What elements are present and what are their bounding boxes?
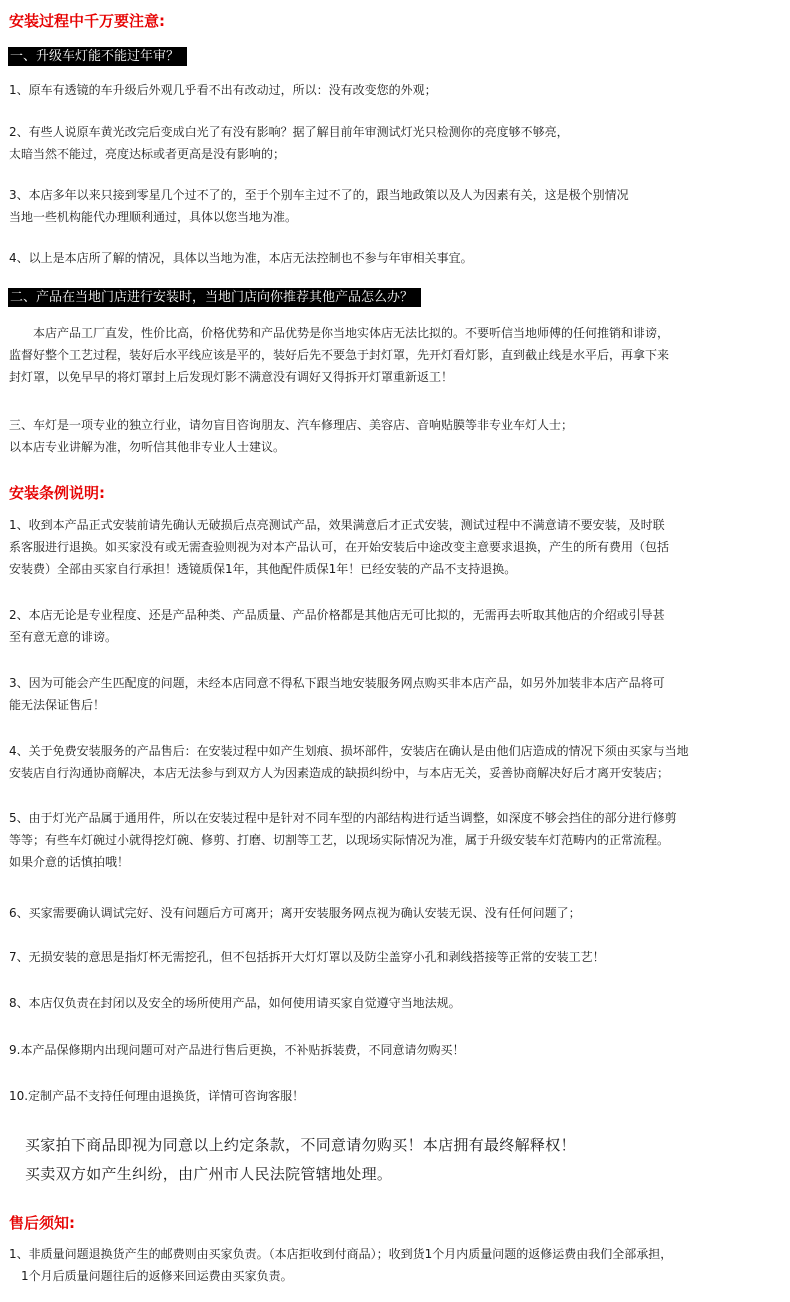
q2-heading-bar: 二、产品在当地门店进行安装时，当地门店向你推荐其他产品怎么办？ xyxy=(8,288,421,307)
after-sales-item-1 xyxy=(9,1243,785,1287)
text-line: 4、以上是本店所了解的情况，具体以当地为准，本店无法控制也不参与年审相关事宜。 xyxy=(9,251,473,265)
terms-item-4 xyxy=(9,740,785,784)
text-line: 2、有些人说原车黄光改完后变成白光了有没有影响？据了解目前年审测试灯光只检测你的亮度够不够亮， xyxy=(9,125,569,139)
text-line: 1、原车有透镜的车升级后外观几乎看不出有改动过，所以：没有改变您的外观； xyxy=(9,83,437,97)
q1-item-1 xyxy=(9,79,785,101)
text-line: 系客服进行退换。如买家没有或无需查验则视为对本产品认可，在开始安装后中途改变主意要求退换，产生的所有费用（包括 xyxy=(9,540,670,554)
terms-item-6 xyxy=(9,902,785,924)
text-line: 2、本店无论是专业程度、还是产品种类、产品质量、产品价格都是其他店无可比拟的，无需再去听取其他店的介绍或引导甚 xyxy=(9,608,665,622)
q2-item-1 xyxy=(9,322,785,388)
q1-heading-bar: 一、升级车灯能不能过年审？ xyxy=(8,47,187,66)
q1-item-2 xyxy=(9,121,785,165)
text-line: 1、收到本产品正式安装前请先确认无破损后点亮测试产品，效果满意后才正式安装，测试过程中不满意请不要安装，及时联 xyxy=(9,518,665,532)
text-line: 7、无损安装的意思是指灯杯无需挖孔，但不包括拆开大灯灯罩以及防尘盖穿小孔和剥线搭接等正常的安装工艺！ xyxy=(9,950,605,964)
terms-item-5 xyxy=(9,807,785,873)
text-line: 以本店专业讲解为准，勿听信其他非专业人士建议。 xyxy=(9,440,286,454)
text-line: 10.定制产品不支持任何理由退换货，详情可咨询客服！ xyxy=(9,1089,305,1103)
text-line: 本店产品工厂直发，性价比高，价格优势和产品优势是你当地实体店无法比拟的。不要听信当地师傅的任何推销和诽谤， xyxy=(9,326,670,340)
text-line: 封灯罩，以免早早的将灯罩封上后发现灯影不满意没有调好又得拆开灯罩重新返工！ xyxy=(9,370,454,384)
text-line: 等等；有些车灯碗过小就得挖灯碗、修剪、打磨、切割等工艺，以现场实际情况为准，属于升级安装车灯范畴内的正常流程。 xyxy=(9,833,670,847)
text-line: 太暗当然不能过，亮度达标或者更高是没有影响的； xyxy=(9,147,286,161)
text-line: 如果介意的话慎拍哦！ xyxy=(9,855,130,869)
text-line: 3、因为可能会产生匹配度的问题，未经本店同意不得私下跟当地安装服务网点购买非本店产品，如另外加装非本店产品将可 xyxy=(9,676,665,690)
text-line: 6、买家需要确认调试完好、没有问题后方可离开；离开安装服务网点视为确认安装无误、没有任何问题了； xyxy=(9,906,581,920)
text-line: 安装店自行沟通协商解决，本店无法参与到双方人为因素造成的缺损纠纷中，与本店无关，妥善协商解决好后才离开安装店； xyxy=(9,766,670,780)
text-line: 至有意无意的诽谤。 xyxy=(9,630,118,644)
text-line: 当地一些机构能代办理顺利通过，具体以您当地为准。 xyxy=(9,210,298,224)
q1-item-3 xyxy=(9,184,785,228)
text-line: 买家拍下商品即视为同意以上约定条款，不同意请勿购买！本店拥有最终解释权！ xyxy=(25,1136,576,1154)
after-sales-title: 售后须知: xyxy=(9,1214,75,1232)
text-line: 4、关于免费安装服务的产品售后：在安装过程中如产生划痕、损坏部件，安装店在确认是由他们店造成的情况下须由买家与当地 xyxy=(9,744,689,758)
terms-item-9 xyxy=(9,1039,785,1061)
text-line: 1个月后质量问题往后的返修来回运费由买家负责。 xyxy=(9,1269,293,1283)
text-line: 能无法保证售后！ xyxy=(9,698,106,712)
q1-item-4 xyxy=(9,247,785,269)
text-line: 5、由于灯光产品属于通用件，所以在安装过程中是针对不同车型的内部结构进行适当调整，如深度不够会挡住的部分进行修剪 xyxy=(9,811,677,825)
terms-item-1 xyxy=(9,514,785,580)
terms-item-7 xyxy=(9,946,785,968)
text-line: 1、非质量问题退换货产生的邮费则由买家负责。（本店拒收到付商品）；收到货1个月内质量问题的返修运费由我们全部承担， xyxy=(9,1247,673,1261)
terms-item-10 xyxy=(9,1085,785,1107)
install-notice-title: 安装过程中千万要注意: xyxy=(9,12,165,30)
terms-statement xyxy=(25,1131,576,1189)
terms-item-8 xyxy=(9,992,785,1014)
text-line: 9.本产品保修期内出现问题可对产品进行售后更换，不补贴拆装费，不同意请勿购买！ xyxy=(9,1043,465,1057)
terms-item-3 xyxy=(9,672,785,716)
text-line: 8、本店仅负责在封闭以及安全的场所使用产品，如何使用请买家自觉遵守当地法规。 xyxy=(9,996,461,1010)
text-line: 监督好整个工艺过程，装好后水平线应该是平的，装好后先不要急于封灯罩，先开灯看灯影，直到截止线是水平后，再拿下来 xyxy=(9,348,670,362)
q2-item-2 xyxy=(9,414,785,458)
text-line: 三、车灯是一项专业的独立行业，请勿盲目咨询朋友、汽车修理店、美容店、音响贴膜等非专业车灯人士； xyxy=(9,418,574,432)
install-terms-title: 安装条例说明: xyxy=(9,484,105,502)
text-line: 3、本店多年以来只接到零星几个过不了的，至于个别车主过不了的，跟当地政策以及人为因素有关，这是极个别情况 xyxy=(9,188,629,202)
terms-item-2 xyxy=(9,604,785,648)
text-line: 买卖双方如产生纠纷，由广州市人民法院管辖地处理。 xyxy=(25,1165,393,1183)
text-line: 安装费）全部由买家自行承担！透镜质保1年，其他配件质保1年！已经安装的产品不支持退换。 xyxy=(9,562,517,576)
